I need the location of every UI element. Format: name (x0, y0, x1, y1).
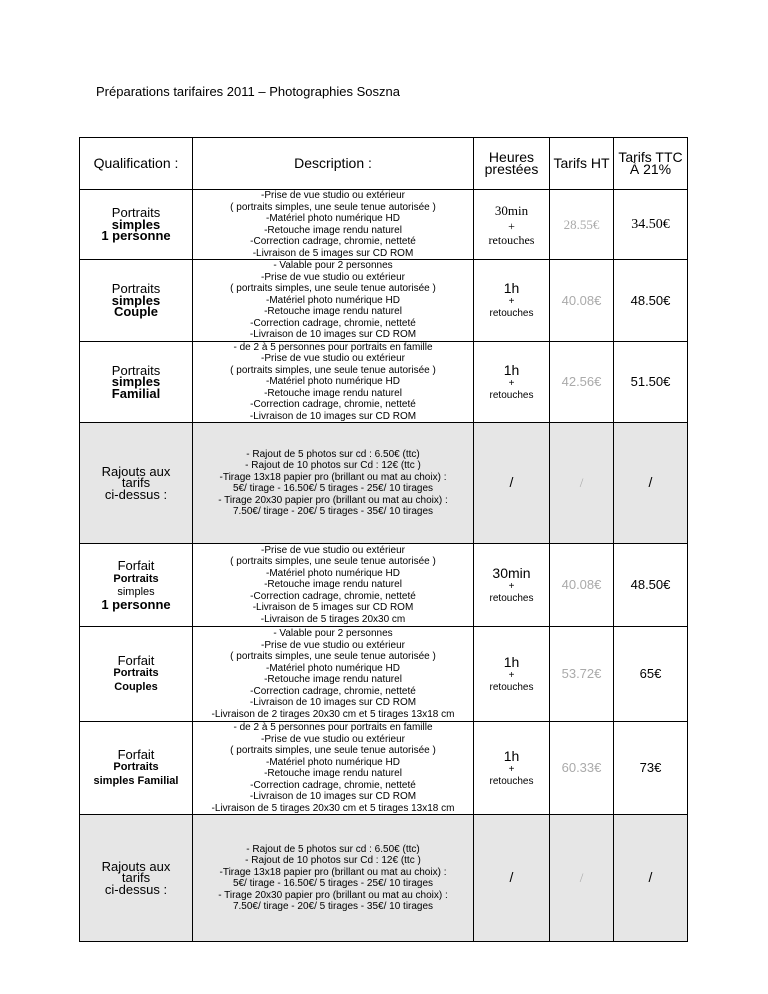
price-ht: 53.72€ (550, 627, 614, 722)
hours-cell (474, 190, 550, 260)
hours-extra: + retouches (489, 764, 534, 787)
qualification-line: tarifs (121, 475, 151, 491)
table-row (80, 190, 688, 260)
qualification-line: Portraits (111, 205, 161, 221)
qualification-line: simples (111, 374, 161, 389)
price-ht: 42.56€ (550, 341, 614, 423)
table-row (80, 722, 688, 815)
price-ttc: 34.50€ (614, 190, 688, 260)
qualification-line: ci-dessus : (104, 486, 168, 502)
description-cell (193, 260, 474, 342)
hours-cell (474, 341, 550, 423)
hours-cell (474, 627, 550, 722)
hours-cell (474, 722, 550, 815)
price-ttc: 73€ (614, 722, 688, 815)
table-row (80, 627, 688, 722)
hours-extra: + retouches (488, 218, 535, 247)
qualification-line: simples (111, 216, 161, 232)
hours-value: 1h (503, 361, 520, 378)
description-text: - de 2 à 5 personnes pour portraits en famille -Prise de vue studio ou extérieur ( portraits simples, une seule tenue autorisée ) -Matériel photo numérique HD -Retouche image rendu naturel -Correction cadrage, chromie, netteté -Livraison de 10 images sur CD ROM (230, 341, 436, 422)
qualification-line: Couples (114, 680, 158, 693)
qualification-cell (80, 722, 193, 815)
hours-value: 1h (503, 748, 520, 764)
qualification-line: simples (111, 292, 161, 308)
description-cell (193, 627, 474, 722)
table-row (80, 260, 688, 342)
description-text: -Prise de vue studio ou extérieur ( portraits simples, une seule tenue autorisée ) -Matériel photo numérique HD -Retouche image rendu naturel -Correction cadrage, chromie, netteté -Livraison de 5 images sur CD ROM -Livraison de 5 tirages 20x30 cm (230, 544, 436, 625)
description-cell (193, 544, 474, 627)
hours-value: 1h (503, 654, 520, 670)
qualification-line: ci-dessus : (104, 881, 168, 897)
hours-cell: / (474, 815, 550, 942)
qualification-line: Rajouts aux (101, 858, 171, 874)
table-row (80, 341, 688, 423)
description-cell (193, 341, 474, 423)
description-text: - Valable pour 2 personnes -Prise de vue studio ou extérieur ( portraits simples, une seule tenue autorisée ) -Matériel photo numérique HD -Retouche image rendu naturel -Correction cadrage, chromie, netteté -Livraison de 10 images sur CD ROM -Livraison de 2 tirages 20x30 cm et 5 tirages 13x18 cm (211, 628, 455, 720)
hours-value: 1h (503, 280, 520, 297)
qualification-cell (80, 423, 193, 544)
price-ttc: 65€ (614, 627, 688, 722)
qualification-line: simples (117, 586, 155, 598)
description-text: - Valable pour 2 personnes -Prise de vue studio ou extérieur ( portraits simples, une seule tenue autorisée ) -Matériel photo numérique HD -Retouche image rendu naturel -Correction cadrage, chromie, netteté -Livraison de 10 images sur CD ROM (230, 260, 436, 340)
hours-extra: + retouches (489, 670, 534, 693)
qualification-line: Couple (113, 304, 159, 319)
hours-cell (474, 544, 550, 627)
qualification-line: Forfait (117, 558, 155, 573)
price-ht: 60.33€ (550, 722, 614, 815)
description-cell (193, 815, 474, 942)
header-hours: Heures prestées (474, 138, 550, 190)
hours-cell: / (474, 423, 550, 544)
description-cell (193, 722, 474, 815)
price-ht: 40.08€ (550, 544, 614, 627)
qualification-cell (80, 627, 193, 722)
qualification-cell (80, 190, 193, 260)
document-title: Préparations tarifaires 2011 – Photographies Soszna (96, 84, 401, 99)
qualification-line: Forfait (117, 652, 155, 668)
header-ht: Tarifs HT (550, 138, 614, 190)
qualification-line: Portraits (113, 761, 159, 774)
tariff-table (79, 137, 688, 942)
qualification-line: simples Familial (93, 774, 179, 787)
qualification-cell (80, 341, 193, 423)
qualification-line: Portraits (111, 281, 161, 296)
qualification-line: Familial (111, 385, 161, 401)
price-ht: 40.08€ (550, 260, 614, 342)
description-cell (193, 423, 474, 544)
qualification-cell (80, 260, 193, 342)
qualification-cell (80, 544, 193, 627)
hours-value: 30min (492, 565, 531, 581)
price-ttc: 51.50€ (614, 341, 688, 423)
qualification-cell (80, 815, 193, 942)
qualification-line: Rajouts aux (101, 463, 171, 479)
description-text: - de 2 à 5 personnes pour portraits en famille -Prise de vue studio ou extérieur ( portraits simples, une seule tenue autorisée ) -Matériel photo numérique HD -Retouche image rendu naturel -Correction cadrage, chromie, netteté -Livraison de 10 images sur CD ROM -Livraison de 5 tirages 20x30 cm et 5 tirages 13x18 cm (211, 722, 455, 814)
qualification-line: Portraits (113, 667, 159, 680)
price-ttc: 48.50€ (614, 544, 688, 627)
hours-value: 30min (494, 202, 529, 218)
hours-extra: + retouches (489, 377, 534, 401)
description-cell (193, 190, 474, 260)
hours-cell (474, 260, 550, 342)
price-ht: / (550, 423, 614, 544)
table-row (80, 423, 688, 544)
description-text: - Rajout de 5 photos sur cd : 6.50€ (ttc) - Rajout de 10 photos sur Cd : 12€ (ttc ) -Tirage 13x18 papier pro (brillant ou mat au choix) : 5€/ tirage - 16.50€/ 5 tirages - 25€/ 10 tirages - Tirage 20x30 papier pro (brillant ou mat au choix) : 7.50€/ tirage - 20€/ 5 tirages - 35€/ 10 tirages (218, 843, 448, 912)
qualification-line: 1 personne (101, 596, 171, 612)
price-ttc: / (614, 815, 688, 942)
description-text: - Rajout de 5 photos sur cd : 6.50€ (ttc) - Rajout de 10 photos sur Cd : 12€ (ttc ) -Tirage 13x18 papier pro (brillant ou mat au choix) : 5€/ tirage - 16.50€/ 5 tirages - 25€/ 10 tirages - Tirage 20x30 papier pro (brillant ou mat au choix) : 7.50€/ tirage - 20€/ 5 tirages - 35€/ 10 tirages (218, 448, 448, 517)
header-description: Description : (193, 138, 474, 190)
qualification-line: 1 personne (101, 228, 171, 244)
price-ttc: 48.50€ (614, 260, 688, 342)
hours-extra: + retouches (489, 296, 534, 320)
hours-extra: + retouches (489, 581, 534, 604)
header-qualification: Qualification : (80, 138, 193, 190)
description-text: -Prise de vue studio ou extérieur ( portraits simples, une seule tenue autorisée ) -Matériel photo numérique HD -Retouche image rendu naturel -Correction cadrage, chromie, netteté -Livraison de 5 images sur CD ROM (230, 190, 436, 259)
header-row (80, 138, 688, 190)
price-ttc: / (614, 423, 688, 544)
table-row (80, 544, 688, 627)
qualification-line: Forfait (117, 746, 155, 762)
qualification-line: tarifs (121, 870, 151, 886)
price-ht: 28.55€ (550, 190, 614, 260)
header-ttc: Tarifs TTC À 21% (614, 138, 688, 190)
table-row (80, 815, 688, 942)
price-ht: / (550, 815, 614, 942)
qualification-line: Portraits (111, 362, 161, 378)
qualification-line: Portraits (113, 572, 159, 585)
